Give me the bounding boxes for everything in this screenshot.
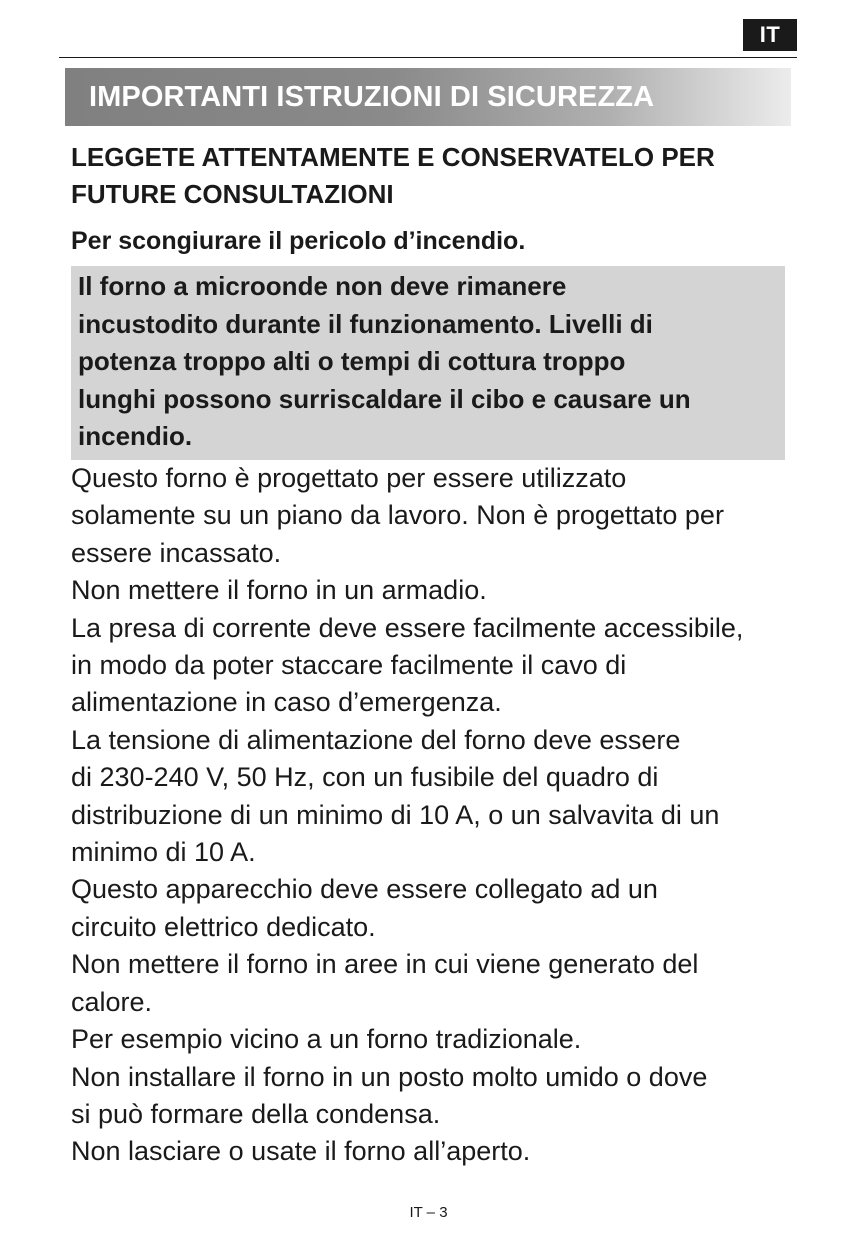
body-line: calore. [71, 986, 153, 1017]
warning-line: lunghi possono surriscaldare il cibo e causare un [78, 383, 691, 414]
body-line: in modo da poter staccare facilmente il cavo di [71, 650, 627, 681]
subtitle [71, 139, 791, 213]
body-line: La tensione di alimentazione del forno deve essere [71, 724, 681, 755]
section-title: IMPORTANTI ISTRUZIONI DI SICUREZZA [89, 81, 655, 113]
body-line: Non mettere il forno in un armadio. [71, 575, 487, 606]
warning-line: incendio. [78, 421, 193, 451]
fire-hazard-heading: Per scongiurare il pericolo d’incendio. [71, 227, 526, 255]
body-line: Questo apparecchio deve essere collegato ad un [71, 874, 658, 905]
page-number: IT – 3 [409, 1204, 448, 1221]
warning-text [78, 268, 778, 456]
header-divider [59, 57, 797, 58]
subtitle-line: LEGGETE ATTENTAMENTE E CONSERVATELO PER [71, 142, 715, 172]
warning-box [71, 266, 785, 460]
warning-line: Il forno a microonde non deve rimanere [78, 271, 567, 301]
body-line: circuito elettrico dedicato. [71, 911, 376, 942]
safety-instructions [71, 460, 811, 1171]
body-line: di 230-240 V, 50 Hz, con un fusibile del quadro di [71, 762, 659, 793]
body-line: Questo forno è progettato per essere utilizzato [71, 463, 627, 493]
body-line: minimo di 10 A. [71, 837, 256, 868]
section-banner [65, 68, 791, 126]
body-line: alimentazione in caso d’emergenza. [71, 687, 502, 718]
body-line: La presa di corrente deve essere facilmente accessibile, [71, 612, 744, 643]
language-badge: IT [743, 19, 797, 51]
warning-line: incustodito durante il funzionamento. Livelli di [78, 308, 653, 339]
body-line: Per esempio vicino a un forno tradizionale. [71, 1024, 582, 1055]
body-line: solamente su un piano da lavoro. Non è progettato per [71, 500, 724, 531]
subtitle-line: FUTURE CONSULTAZIONI [71, 179, 394, 209]
body-line: si può formare della condensa. [71, 1098, 441, 1129]
warning-line: potenza troppo alti o tempi di cottura troppo [78, 346, 626, 376]
body-line: Non mettere il forno in aree in cui viene generato del [71, 949, 699, 980]
body-line: distribuzione di un minimo di 10 A, o un salvavita di un [71, 799, 720, 830]
body-line: essere incassato. [71, 537, 282, 568]
body-line: Non lasciare o usate il forno all’aperto. [71, 1136, 531, 1167]
body-line: Non installare il forno in un posto molto umido o dove [71, 1061, 708, 1092]
